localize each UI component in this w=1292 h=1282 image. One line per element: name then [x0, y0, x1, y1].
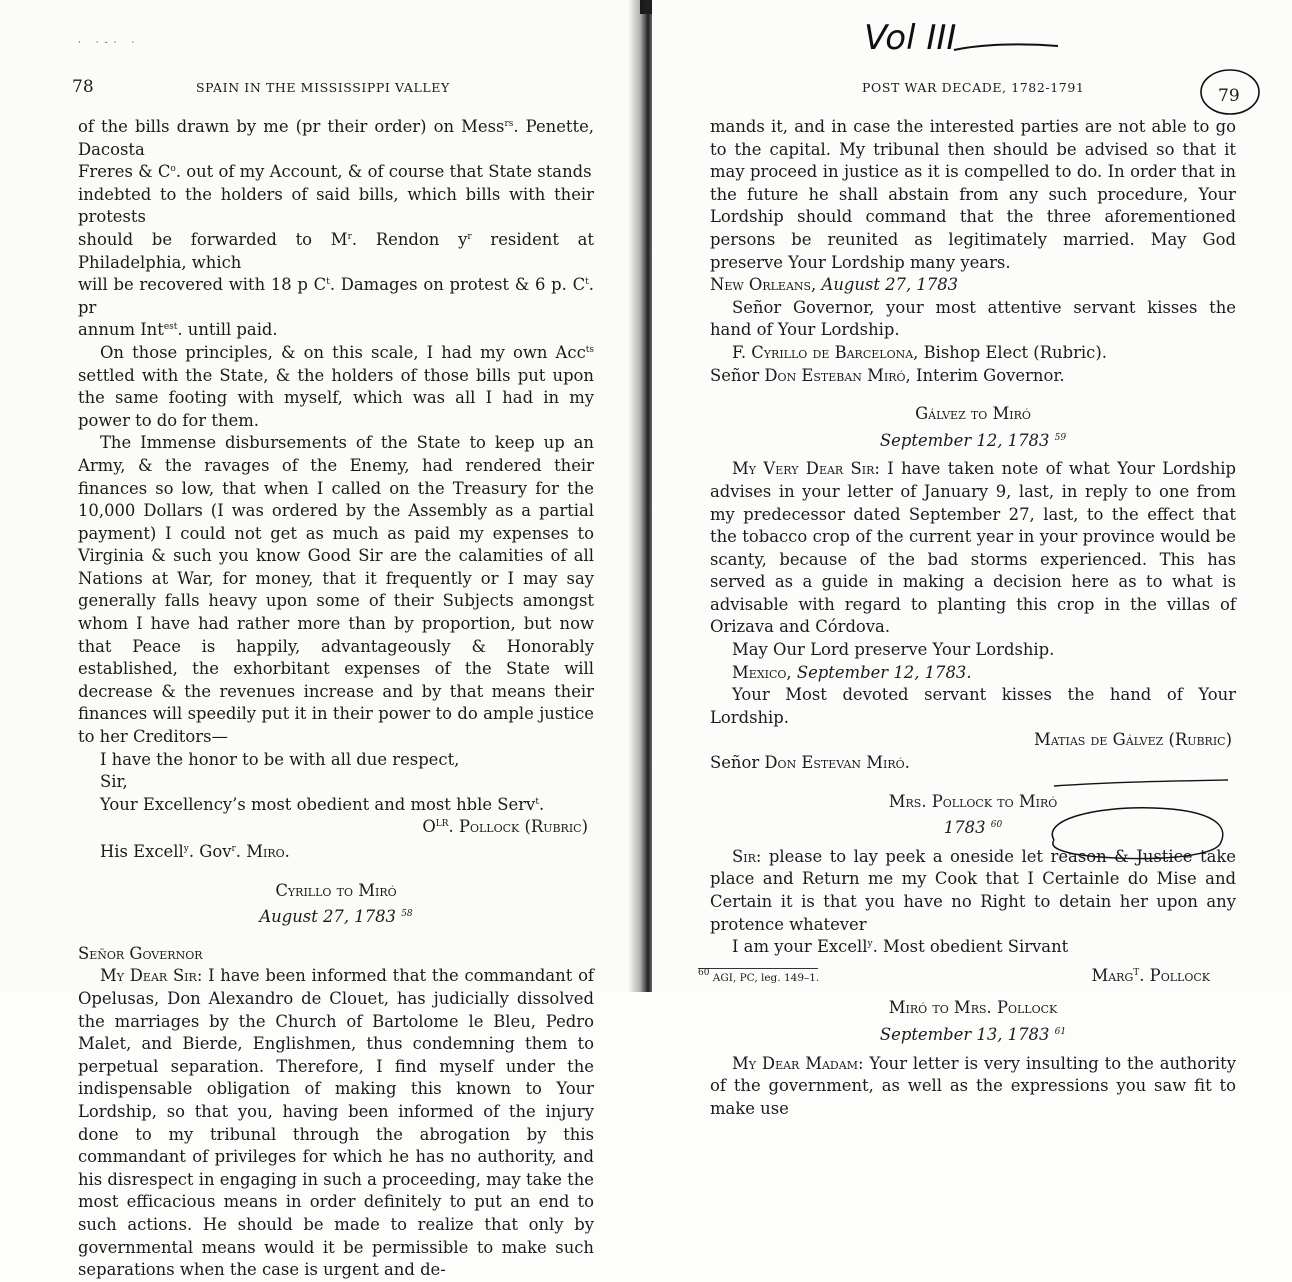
closing-line: Your Excellency’s most obedient and most hble Serv$^t$.: [100, 794, 545, 814]
closing-line: I am your Excell$^y$. Most obedient Sirvant: [732, 937, 1069, 957]
signature: Matias de Gálvez (Rubric): [1034, 730, 1232, 750]
text-line: Freres & $C^o$. out of my Account, & of course that State stands: [78, 162, 592, 182]
footnote: $^{60}$ AGI, PC, leg. 149–1.: [698, 968, 820, 984]
paragraph: My Dear Sir: I have been informed that the commandant of Opelusas, Don Alexandro de Clouet, has judicially dissolved the marriages by the Church of Bartolome le Bleu, Pedro Malet, and Bierde, Englishmen, thus condemning them to perpetual separation. Therefore, I find myself under the indispensable obligation of making this known to Your Lordship, so that you, having been informed of the injury done to my tribunal through the abrogation by this commandant of privileges for which he has no authority, and his disrespect in engaging in such a proceeding, may take the most efficacious means in order definitely to put an end to such actions. He should be made to realize that only by governmental means would it be permissible to make such separations when the case is urgent and de-: [78, 966, 595, 1280]
closing-line: Sir,: [100, 772, 128, 792]
left-body: [78, 116, 594, 1282]
page-number: 79: [1218, 86, 1240, 106]
paragraph: Sir: please to lay peek a oneside let reason & Justice take place and Return me my Cook that I Certainle do Mise and Certain it is that you have no Right to detain her upon any protence whatever: [710, 846, 1236, 934]
running-head: SPAIN IN THE MISSISSIPPI VALLEY: [196, 80, 450, 95]
addressee: Señor Don Esteban Miró, Interim Governor.: [710, 365, 1065, 385]
handwritten-volume-note: Vol III: [864, 18, 957, 58]
text-line: annum Int$^{est}$. untill paid.: [78, 320, 278, 340]
text-line: will be recovered with 18 p $C^t$. Damages on protest & 6 p. $C^t$. pr: [78, 275, 594, 317]
handwritten-underline: [1052, 778, 1232, 790]
page-number: 78: [72, 77, 94, 97]
paragraph: My Dear Madam: Your letter is very insulting to the authority of the government, as well as the expressions you saw fit to make use: [710, 1053, 1236, 1118]
signature-circle: [1034, 800, 1232, 864]
paragraph: The Immense disbursements of the State to keep up an Army, & the ravages of the Enemy, had rendered their finances so low, that when I called on the Treasury for the 10,000 Dollars (I was ordered by the Assembly as a partial payment) I could not get as much as paid my expenses to Virginia & such you know Good Sir are the calamities of all Nations at War, for money, that it frequently or I may say generally falls heavy upon some of their Subjects amongst whom I have had rather more than by proportion, but now that Peace is happily, advantageously & Honorably established, the exhorbitant expenses of the State will decrease & the revenues increase and by that means their finances will speedily put it in their power to do ample justice to her Creditors—: [78, 433, 594, 747]
signature: $O^{LR}$. Pollock (Rubric): [422, 817, 588, 837]
addressee: His Excell$^y$. Gov$^r$. Miro.: [100, 842, 290, 861]
closing-line: Your Most devoted servant kisses the hand of Your Lordship.: [710, 685, 1236, 727]
place-date: Mexico, September 12, 1783.: [732, 662, 972, 682]
letter-date: September 13, 1783 $^{61}$: [879, 1024, 1067, 1044]
closing-line: I have the honor to be with all due respect,: [100, 749, 460, 769]
salutation: Señor Governor: [78, 943, 203, 963]
left-page: [0, 0, 640, 1280]
text-line: should be forwarded to $M^r$. Rendon $y^r$ resident at Philadelphia, which: [78, 229, 594, 272]
letter-date: 1783 $^{60}$: [943, 818, 1003, 838]
signature: Marg$^T$. Pollock: [1091, 965, 1210, 985]
text-line: of the bills drawn by me (pr their order) on Mess$^{rs}$. Penette, Dacosta: [78, 117, 594, 159]
paragraph: mands it, and in case the interested parties are not able to go to the capital. My tribunal then should be advised so that it may proceed in justice as it is compelled to do. In order that in the future he shall abstain from any such procedure, Your Lordship should command that the three aforementioned persons be reunited as legitimately married. May God preserve Your Lordship many years.: [710, 117, 1236, 272]
signature: F. Cyrillo de Barcelona, Bishop Elect (Rubric).: [732, 342, 1107, 362]
paragraph: My Very Dear Sir: I have taken note of what Your Lordship advises in your letter of January 9, last, in reply to one from my predecessor dated September 27, last, to the effect that the tobacco crop of the current year in your province would be scanty, because of the bad storms experienced. This has served as a guide in making a decision here as to what is advisable with regard to planting this crop in the villas of Orizava and Córdova.: [710, 459, 1236, 637]
paragraph: On those principles, & on this scale, I had my own Acc$^{ts}$ settled with the State, & the holders of those bills put upon the same footing with myself, which was all I had in my power to do for them.: [78, 342, 594, 430]
letter-date: August 27, 1783 $^{58}$: [259, 907, 413, 927]
text-line: indebted to the holders of said bills, which bills with their protests: [78, 184, 594, 227]
place-date: New Orleans, August 27, 1783: [710, 275, 959, 295]
letter-heading: Cyrillo to Miró: [275, 880, 397, 900]
letter-heading: Mrs. Pollock to Miró: [888, 791, 1058, 811]
addressee: Señor Don Estevan Miró.: [710, 753, 910, 773]
closing-line: May Our Lord preserve Your Lordship.: [732, 640, 1055, 660]
running-head: POST WAR DECADE, 1782-1791: [862, 80, 1085, 95]
scan-specks: · ·-· ·: [78, 38, 141, 48]
letter-heading: Gálvez to Miró: [915, 404, 1031, 424]
footnote-rule: [698, 968, 818, 969]
handwritten-underline: [952, 40, 1062, 54]
letter-date: September 12, 1783 $^{59}$: [879, 430, 1067, 450]
right-body: [710, 116, 1236, 1120]
right-page: [652, 0, 1292, 1118]
letter-heading: Miró to Mrs. Pollock: [888, 998, 1058, 1018]
paragraph: Señor Governor, your most attentive servant kisses the hand of Your Lordship.: [710, 297, 1236, 340]
